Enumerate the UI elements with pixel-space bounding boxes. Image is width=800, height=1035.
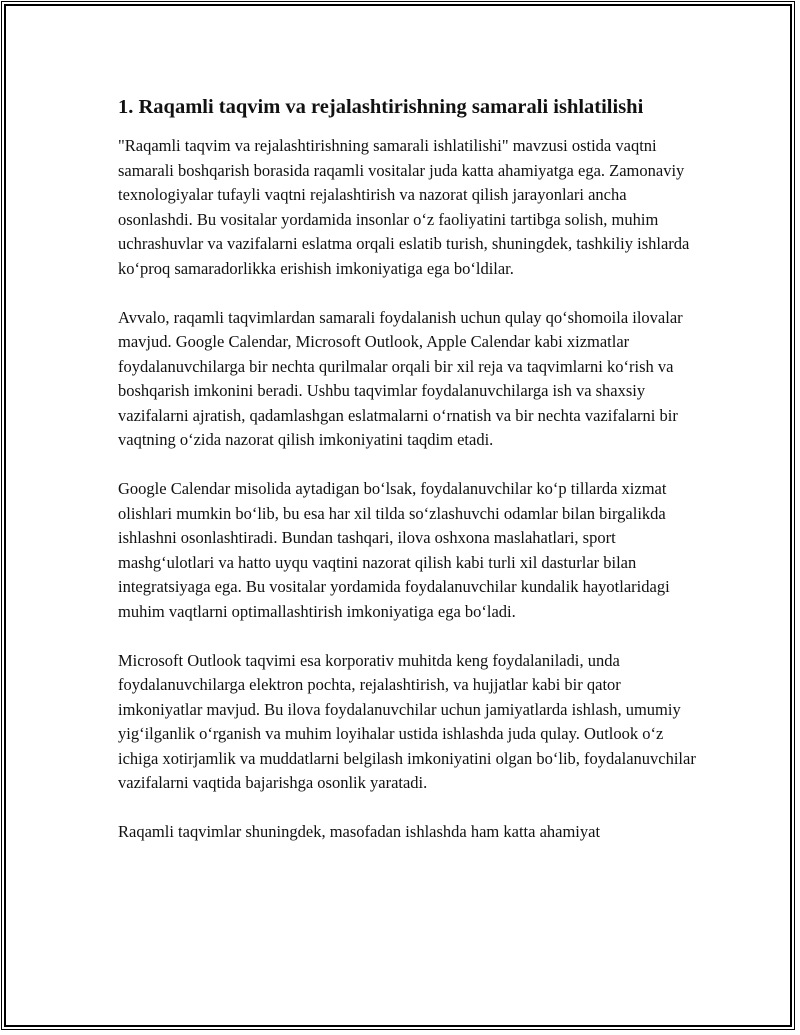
- paragraph-5: Raqamli taqvimlar shuningdek, masofadan ishlashda ham katta ahamiyat: [118, 822, 601, 841]
- section-heading: 1. Raqamli taqvim va rejalashtirishning samarali ishlatilishi: [118, 96, 644, 118]
- paragraph-2: Avvalo, raqamli taqvimlardan samarali foydalanish uchun qulay qoʻshomoila ilovalar mavjud. Google Calendar, Microsoft Outlook, Apple Calendar kabi xizmatlar foydalanuvchilarga bir nechta qurilmalar orqali bir xil reja va taqvimlarni koʻrish va boshqarish imkonini beradi. Ushbu taqvimlar foydalanuvchilarga ish va shaxsiy vazifalarni ajratish, qadamlashgan eslatmalarni oʻrnatish va bir nechta vazifalarni bir vaqtning oʻzida nazorat qilish imkoniyatini taqdim etadi.: [118, 307, 683, 449]
- paragraph-3: Google Calendar misolida aytadigan boʻlsak, foydalanuvchilar koʻp tillarda xizmat olishlari mumkin boʻlib, bu esa har xil tilda soʻzlashuvchi odamlar bilan birgalikda ishlashni osonlashtiradi. Bundan tashqari, ilova oshxona maslahatlari, sport mashgʻulotlari va hatto uyqu vaqtini nazorat qilish kabi turli xil dasturlar bilan integratsiyaga ega. Bu vositalar yordamida foydalanuvchilar kundalik hayotlaridagi muhim vaqtlarni optimallashtirish imkoniyatiga ega boʻladi.: [118, 479, 670, 621]
- paragraph-4: Microsoft Outlook taqvimi esa korporativ muhitda keng foydalaniladi, unda foydalanuvchilarga elektron pochta, rejalashtirish, va hujjatlar kabi bir qator imkoniyatlar mavjud. Bu ilova foydalanuvchilar uchun jamiyatlarda ishlash, umumiy yigʻilganlik oʻrganish va muhim loyihalar ustida ishlashda juda qulay. Outlook oʻz ichiga xotirjamlik va muddatlarni belgilash imkoniyatini olgan boʻlib, foydalanuvchilar vazifalarni vaqtida bajarishga osonlik yaratadi.: [118, 650, 696, 792]
- document-body: [118, 94, 698, 869]
- paragraph-1: "Raqamli taqvim va rejalashtirishning samarali ishlatilishi" mavzusi ostida vaqtni samarali boshqarish borasida raqamli vositalar juda katta ahamiyatga ega. Zamonaviy texnologiyalar tufayli vaqtni rejalashtirish va nazorat qilish jarayonlari ancha osonlashdi. Bu vositalar yordamida insonlar oʻz faoliyatini tartibga solish, muhim uchrashuvlar va vazifalarni eslatma orqali eslatib turish, shuningdek, tashkiliy ishlarda koʻproq samaradorlikka erishish imkoniyatiga ega boʻldilar.: [118, 136, 690, 278]
